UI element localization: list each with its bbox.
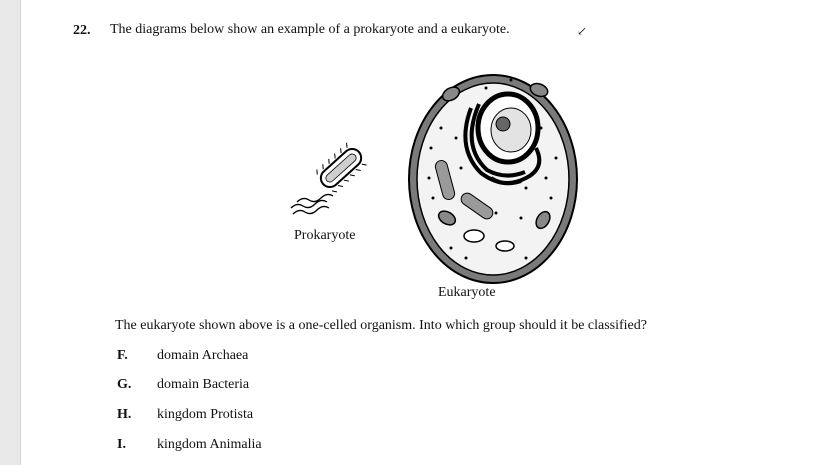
pencil-mark-icon: ↙ [577,24,588,38]
eukaryote-diagram [409,75,577,283]
choice-text: domain Bacteria [157,377,250,392]
prokaryote-diagram [291,141,369,214]
question-prompt: The eukaryote shown above is a one-celled organism. Into which group should it be classified? [115,318,647,333]
prokaryote-label: Prokaryote [294,228,356,243]
question-number: 22. [73,23,91,38]
choice-g[interactable] [117,377,249,393]
eukaryote-label: Eukaryote [438,285,496,300]
choice-letter: F. [117,348,128,363]
choice-letter: I. [117,437,126,452]
cell-diagrams [281,68,581,308]
choice-f[interactable] [117,348,248,364]
choice-i[interactable] [117,437,262,453]
document-page [21,0,827,465]
choice-letter: G. [117,377,132,392]
choice-letter: H. [117,407,132,422]
choice-text: kingdom Protista [157,407,254,422]
choice-text: kingdom Animalia [157,437,262,452]
left-margin-strip [0,0,21,465]
choice-h[interactable] [117,407,253,423]
question-stem: The diagrams below show an example of a prokaryote and a eukaryote. [110,22,510,37]
choice-text: domain Archaea [157,348,249,363]
